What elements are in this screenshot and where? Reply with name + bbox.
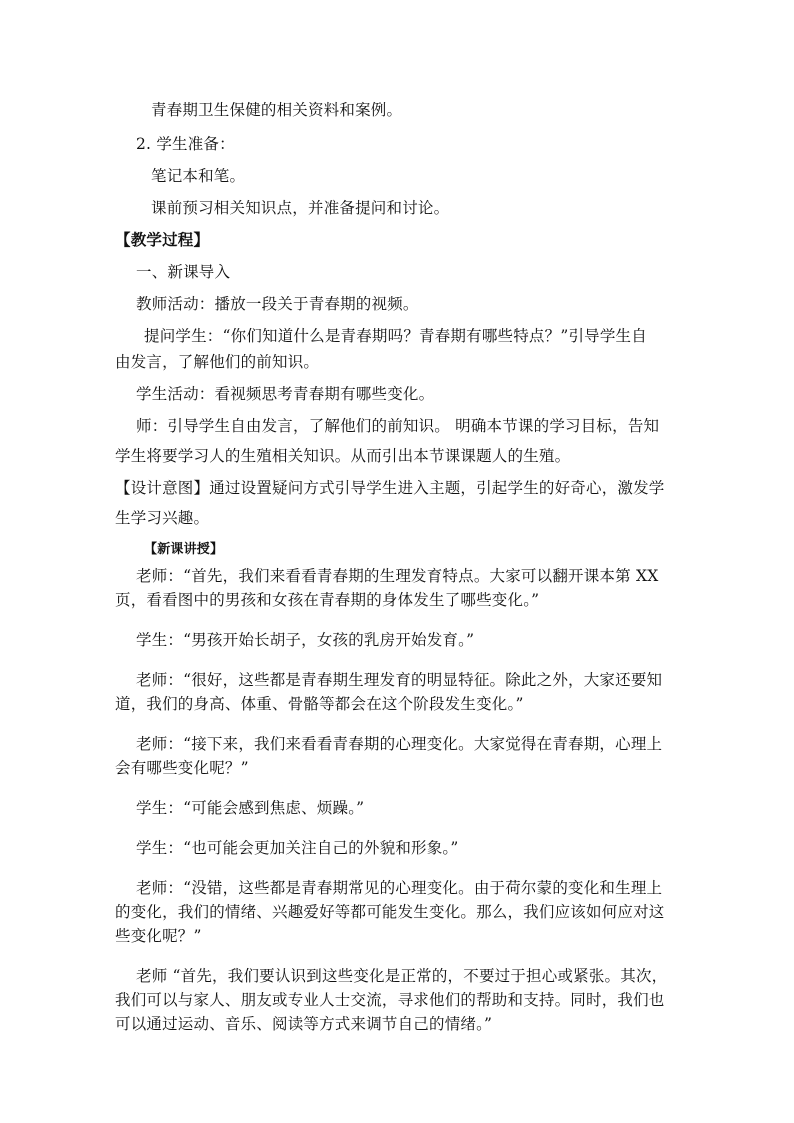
dialogue-line: 可以通过运动、音乐、阅读等方式来调节自己的情绪。” xyxy=(115,1015,493,1033)
dialogue-line: 老师 “首先，我们要认识到这些变化是正常的，不要过于担心或紧张。其次， xyxy=(136,967,668,985)
text-line: 青春期卫生保健的相关资料和案例。 xyxy=(151,101,403,119)
dialogue-line: 学生：“也可能会更加关注自己的外貌和形象。” xyxy=(136,839,459,857)
text-line: 教师活动：播放一段关于青春期的视频。 xyxy=(136,295,419,313)
text-line: 师：引导学生自由发言，了解他们的前知识。 明确本节课的学习目标，告知 xyxy=(136,417,660,435)
dialogue-line: 些变化呢？” xyxy=(115,927,202,945)
dialogue-line: 老师：“接下来，我们来看看青春期的心理变化。大家觉得在青春期，心理上 xyxy=(136,735,663,753)
list-item-student-prep: 2. 学生准备： xyxy=(136,135,235,153)
dialogue-line: 老师：“很好，这些都是青春期生理发育的明显特征。除此之外，大家还要知 xyxy=(136,671,663,689)
dialogue-line: 会有哪些变化呢？” xyxy=(115,759,249,777)
section-heading-new-lesson: 【新课讲授】 xyxy=(144,542,224,557)
text-line: 【设计意图】通过设置疑问方式引导学生进入主题，引起学生的好奇心，激发学 xyxy=(115,479,665,497)
text-line: 生学习兴趣。 xyxy=(115,509,210,527)
text-line: 笔记本和笔。 xyxy=(151,167,246,185)
text-line: 提问学生：“你们知道什么是青春期吗？青春期有哪些特点？”引导学生自 xyxy=(144,327,647,345)
dialogue-line: 道，我们的身高、体重、骨骼等都会在这个阶段发生变化。” xyxy=(115,695,524,713)
text-line: 学生将要学习人的生殖相关知识。从而引出本节课课题人的生殖。 xyxy=(115,447,571,465)
dialogue-line: 的变化，我们的情绪、兴趣爱好等都可能发生变化。那么，我们应该如何应对这 xyxy=(115,903,665,921)
dialogue-line: 老师：“首先，我们来看看青春期的生理发育特点。大家可以翻开课本第 XX xyxy=(136,567,659,585)
dialogue-line: 我们可以与家人、朋友或专业人士交流，寻求他们的帮助和支持。同时，我们也 xyxy=(115,991,665,1009)
text-line: 由发言，了解他们的前知识。 xyxy=(115,353,320,371)
subsection-heading: 一、新课导入 xyxy=(136,263,231,281)
dialogue-line: 学生：“男孩开始长胡子，女孩的乳房开始发育。” xyxy=(136,631,475,649)
text-line: 学生活动：看视频思考青春期有哪些变化。 xyxy=(136,385,435,403)
dialogue-line: 老师：“没错，这些都是青春期常见的心理变化。由于荷尔蒙的变化和生理上 xyxy=(136,879,663,897)
text-line: 课前预习相关知识点，并准备提问和讨论。 xyxy=(151,199,450,217)
section-heading-teaching-process: 【教学过程】 xyxy=(115,230,210,249)
dialogue-line: 页，看看图中的男孩和女孩在青春期的身体发生了哪些变化。” xyxy=(115,591,540,609)
dialogue-line: 学生：“可能会感到焦虑、烦躁。” xyxy=(136,799,365,817)
